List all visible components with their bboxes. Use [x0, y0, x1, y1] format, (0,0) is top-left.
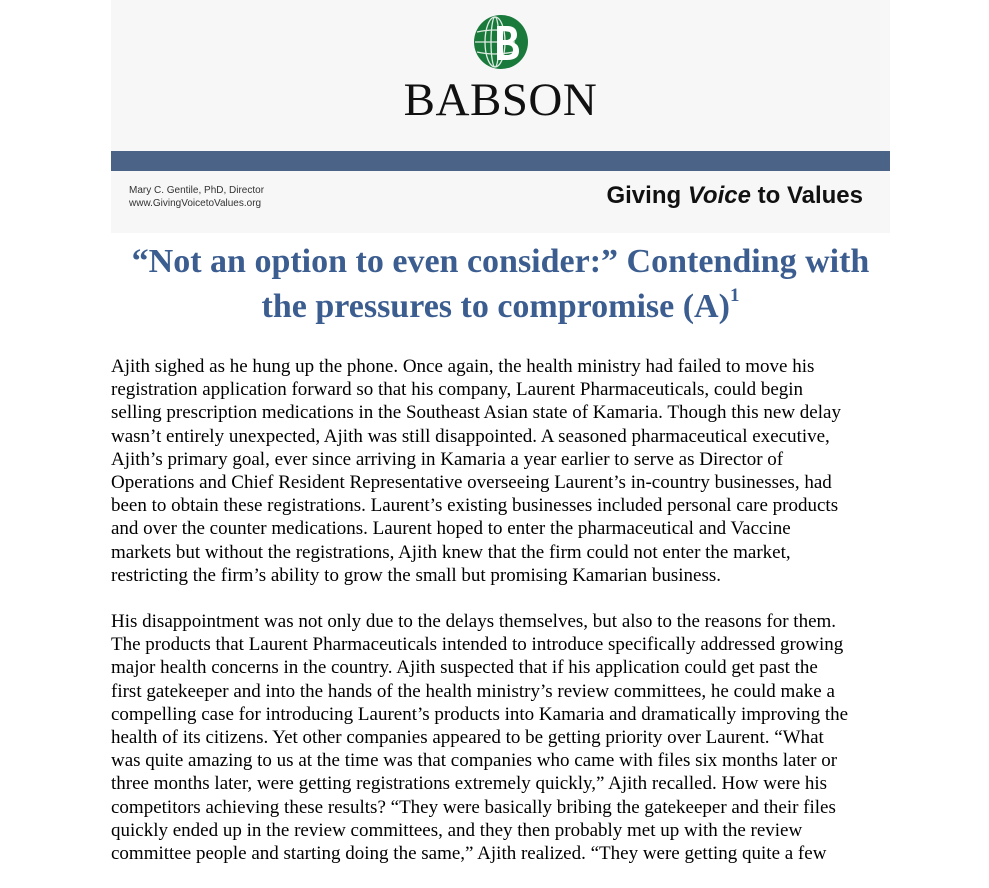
text-line: committee people and starting doing the same,” Ajith realized. “They were getting quite a few [111, 843, 827, 865]
paragraph-2 [111, 610, 901, 865]
header-divider-bar [111, 151, 890, 171]
text-line: was quite amazing to us at the time was that companies who came with files six months later or [111, 750, 838, 772]
text-line: three months later, were getting registrations extremely quickly,” Ajith recalled. How were his [111, 773, 828, 795]
text-line: major health concerns in the country. Ajith suspected that if his application could get past the [111, 657, 818, 679]
paragraph-1 [111, 355, 901, 587]
case-title-line1: “Not an option to even consider:” Contending with [131, 243, 870, 280]
text-line: health of its citizens. Yet other companies appeared to be getting priority over Laurent. “What [111, 727, 824, 749]
text-line: restricting the firm’s ability to grow the small but promising Kamarian business. [111, 564, 722, 586]
babson-wordmark: BABSON [403, 74, 598, 126]
program-title-voice: Voice [687, 182, 751, 209]
program-title-part1: Giving [606, 182, 688, 209]
text-line: wasn’t entirely unexpected, Ajith was still disappointed. A seasoned pharmaceutical executive, [111, 425, 830, 447]
text-line: His disappointment was not only due to the delays themselves, but also to the reasons for them. [111, 611, 837, 633]
program-title [606, 180, 863, 212]
text-line: first gatekeeper and into the hands of the health ministry’s review committees, he could make a [111, 680, 835, 702]
text-line: competitors achieving these results? “They were basically bribing the gatekeeper and their files [111, 796, 836, 818]
text-line: been to obtain these registrations. Laurent’s existing businesses included personal care products [111, 495, 839, 517]
case-title [111, 239, 890, 329]
text-line: and over the counter medications. Laurent hoped to enter the pharmaceutical and Vaccine [111, 518, 791, 540]
text-line: Ajith’s primary goal, ever since arriving in Kamaria a year earlier to serve as Director of [111, 448, 784, 470]
text-line: registration application forward so that his company, Laurent Pharmaceuticals, could begin [111, 379, 804, 401]
case-body [111, 355, 901, 888]
website-text: www.GivingVoicetoValues.org [129, 198, 262, 209]
text-line: Ajith sighed as he hung up the phone. Once again, the health ministry had failed to move his [111, 356, 815, 377]
text-line: compelling case for introducing Laurent’s products into Kamaria and dramatically improving the [111, 703, 849, 725]
text-line: quickly ended up in the review committees, and they then probably met up with the review [111, 819, 803, 841]
babson-globe-logo [473, 14, 529, 70]
director-name: Mary C. Gentile, PhD, Director [129, 185, 265, 196]
director-block [129, 184, 264, 210]
footnote-marker: 1 [729, 285, 740, 306]
text-line: The products that Laurent Pharmaceuticals intended to introduce specifically addressed growing [111, 634, 844, 656]
text-line: selling prescription medications in the Southeast Asian state of Kamaria. Though this new delay [111, 402, 841, 424]
text-line: markets but without the registrations, Ajith knew that the firm could not enter the market, [111, 541, 791, 563]
case-title-line2: the pressures to compromise $(A)^1$ [261, 285, 740, 325]
text-line: Operations and Chief Resident Representative overseeing Laurent’s in-country businesses, had [111, 472, 832, 494]
program-title-part3: to Values [750, 182, 863, 209]
